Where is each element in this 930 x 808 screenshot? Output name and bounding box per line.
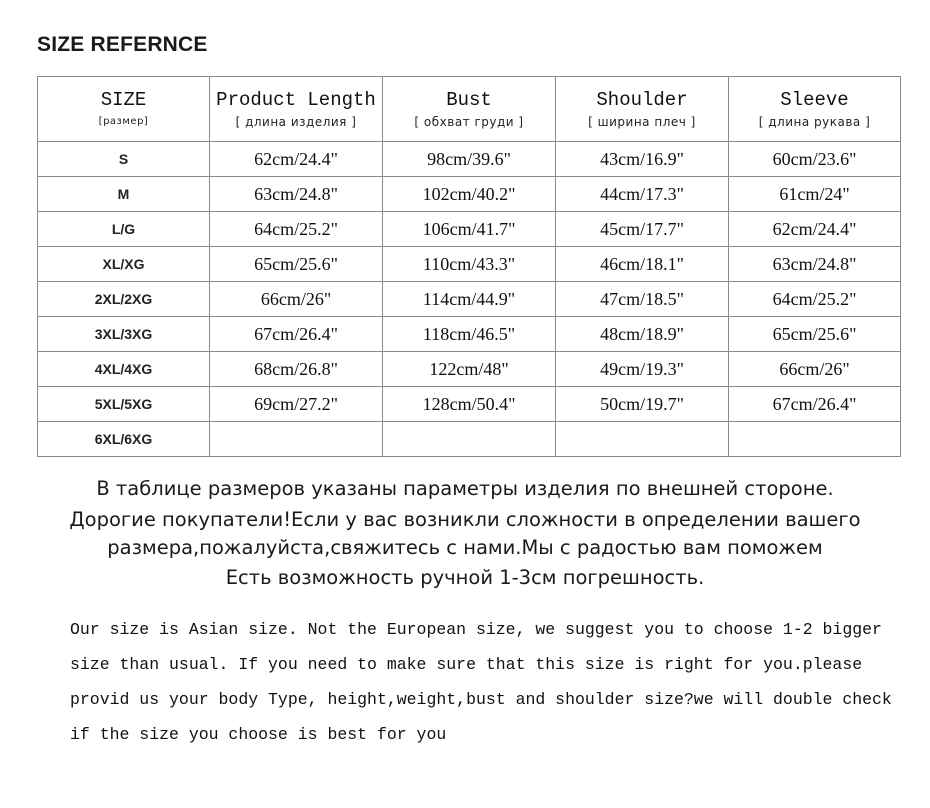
table-row [38,422,901,457]
table-row [38,282,901,317]
header-sleeve-sublabel: [ длина рукава ] [758,114,871,129]
header-shoulder [556,77,729,142]
shoulder-cell: 50cm/19.7" [556,387,729,422]
table-row [38,317,901,352]
table-row [38,142,901,177]
notice-en-line: if the size you choose is best for you [70,725,447,744]
shoulder-cell: 47cm/18.5" [556,282,729,317]
product-length-cell: 65cm/25.6" [210,247,383,282]
size-cell: M [38,177,210,212]
bust-cell: 122cm/48" [383,352,556,387]
bust-cell: 110cm/43.3" [383,247,556,282]
header-product-length [210,77,383,142]
header-shoulder-label: Shoulder [596,88,688,111]
product-length-cell [210,422,383,457]
notice-ru-line: В таблице размеров указаны параметры изделия по внешней стороне. [96,477,834,500]
sleeve-cell: 63cm/24.8" [729,247,901,282]
notice-en-line: provid us your body Type, height,weight,bust and shoulder size?we will double check [70,690,892,709]
size-cell: L/G [38,212,210,247]
page-title: SIZE REFERNCE [37,33,208,56]
size-cell: 4XL/4XG [38,352,210,387]
sleeve-cell: 65cm/25.6" [729,317,901,352]
bust-cell: 106cm/41.7" [383,212,556,247]
header-product-length-sublabel: [ длина изделия ] [235,114,357,129]
sleeve-cell: 66cm/26" [729,352,901,387]
bust-cell [383,422,556,457]
sleeve-cell: 64cm/25.2" [729,282,901,317]
header-bust [383,77,556,142]
sleeve-cell: 60cm/23.6" [729,142,901,177]
header-sleeve-label: Sleeve [780,88,849,111]
header-sleeve [729,77,901,142]
size-cell: 2XL/2XG [38,282,210,317]
table-header-row [38,77,901,142]
header-bust-label: Bust [446,88,492,111]
sleeve-cell: 61cm/24" [729,177,901,212]
sleeve-cell [729,422,901,457]
bust-cell: 118cm/46.5" [383,317,556,352]
table-row [38,387,901,422]
header-bust-sublabel: [ обхват груди ] [414,114,524,129]
sleeve-cell: 67cm/26.4" [729,387,901,422]
product-length-cell: 62cm/24.4" [210,142,383,177]
product-length-cell: 66cm/26" [210,282,383,317]
product-length-cell: 63cm/24.8" [210,177,383,212]
table-row [38,247,901,282]
size-cell: XL/XG [38,247,210,282]
product-length-cell: 69cm/27.2" [210,387,383,422]
table-row [38,352,901,387]
table-row [38,177,901,212]
notice-ru-line: Дорогие покупатели!Если у вас возникли сложности в определении вашего [69,508,861,531]
size-cell: S [38,142,210,177]
header-size-sublabel: [размер] [98,115,149,127]
bust-cell: 102cm/40.2" [383,177,556,212]
header-size [38,77,210,142]
size-table [37,76,901,457]
header-shoulder-sublabel: [ ширина плеч ] [588,114,696,129]
shoulder-cell [556,422,729,457]
shoulder-cell: 45cm/17.7" [556,212,729,247]
size-cell: 6XL/6XG [38,422,210,457]
header-product-length-label: Product Length [216,88,376,111]
notice-en-line: Our size is Asian size. Not the European size, we suggest you to choose 1-2 bigger [70,620,882,639]
header-size-label: SIZE [100,88,147,111]
shoulder-cell: 43cm/16.9" [556,142,729,177]
shoulder-cell: 46cm/18.1" [556,247,729,282]
bust-cell: 98cm/39.6" [383,142,556,177]
size-cell: 3XL/3XG [38,317,210,352]
product-length-cell: 67cm/26.4" [210,317,383,352]
size-cell: 5XL/5XG [38,387,210,422]
shoulder-cell: 49cm/19.3" [556,352,729,387]
bust-cell: 128cm/50.4" [383,387,556,422]
bust-cell: 114cm/44.9" [383,282,556,317]
shoulder-cell: 44cm/17.3" [556,177,729,212]
product-length-cell: 64cm/25.2" [210,212,383,247]
sleeve-cell: 62cm/24.4" [729,212,901,247]
notice-ru-line: Есть возможность ручной 1-3см погрешность. [225,566,705,589]
notice-ru-line: размера,пожалуйста,свяжитесь с нами.Мы с радостью вам поможем [107,536,823,559]
shoulder-cell: 48cm/18.9" [556,317,729,352]
product-length-cell: 68cm/26.8" [210,352,383,387]
notice-en-line: size than usual. If you need to make sure that this size is right for you.please [70,655,863,674]
table-row [38,212,901,247]
